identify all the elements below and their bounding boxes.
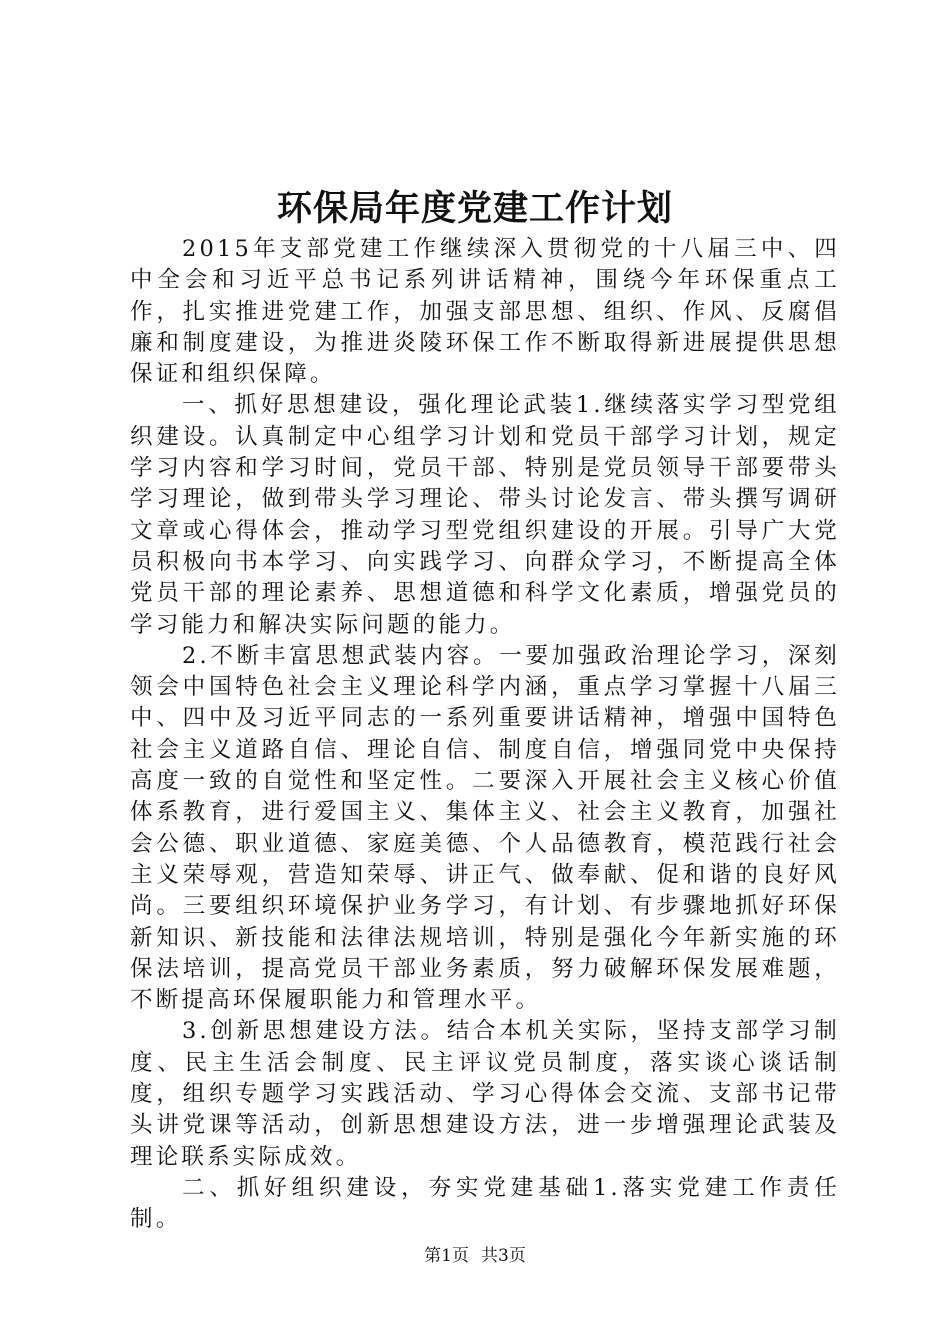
page-number-total: 共3页 — [481, 1246, 526, 1266]
document-title: 环保局年度党建工作计划 — [276, 189, 673, 229]
page-footer — [0, 1244, 950, 1268]
document-body — [130, 234, 840, 1236]
paragraph-item-2: 2.不断丰富思想武装内容。一要加强政治理论学习，深刻领会中国特色社会主义理论科学内涵，重点学习掌握十八届三中、四中及习近平同志的一系列重要讲话精神，增强中国特色社会主义道路自信、理论自信、制度自信，增强同党中央保持高度一致的自觉性和坚定性。二要深入开展社会主义核心价值体系教育，进行爱国主义、集体主义、社会主义教育，加强社会公德、职业道德、家庭美德、个人品德教育，模范践行社会主义荣辱观，营造知荣辱、讲正气、做奉献、促和谐的良好风尚。三要组织环境保护业务学习，有计划、有步骤地抓好环保新知识、新技能和法律法规培训，特别是强化今年新实施的环保法培训，提高党员干部业务素质，努力破解环保发展难题，不断提高环保履职能力和管理水平。 — [130, 642, 840, 1014]
paragraph-section-1: 一、抓好思想建设，强化理论武装1.继续落实学习型党组织建设。认真制定中心组学习计划和党员干部学习计划，规定学习内容和学习时间，党员干部、特别是党员领导干部要带头学习理论，做到带头学习理论、带头讨论发言、带头撰写调研文章或心得体会，推动学习型党组织建设的开展。引导广大党员积极向书本学习、向实践学习、向群众学习，不断提高全体党员干部的理论素养、思想道德和科学文化素质，增强党员的学习能力和解决实际问题的能力。 — [130, 392, 840, 638]
paragraph-intro: 2015年支部党建工作继续深入贯彻党的十八届三中、四中全会和习近平总书记系列讲话精神，围绕今年环保重点工作，扎实推进党建工作，加强支部思想、组织、作风、反腐倡廉和制度建设，为推进炎陵环保工作不断取得新进展提供思想保证和组织保障。 — [130, 236, 840, 388]
paragraph-section-2: 二、抓好组织建设，夯实党建基础1.落实党建工作责任制。 — [130, 1174, 840, 1233]
paragraph-item-3: 3.创新思想建设方法。结合本机关实际，坚持支部学习制度、民主生活会制度、民主评议党员制度，落实谈心谈话制度，组织专题学习实践活动、学习心得体会交流、支部书记带头讲党课等活动，创新思想建设方法，进一步增强理论武装及理论联系实际成效。 — [130, 1018, 840, 1170]
page-number-current: 第1页 — [424, 1246, 469, 1266]
